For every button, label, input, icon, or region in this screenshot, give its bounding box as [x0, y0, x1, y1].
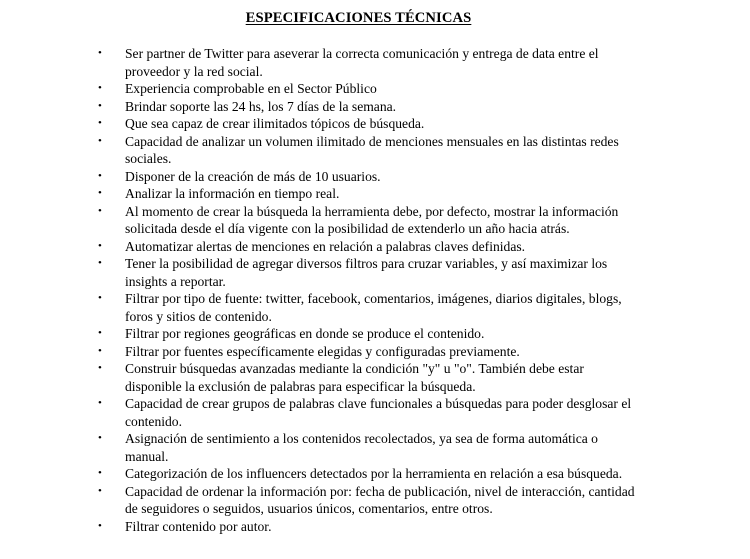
list-item — [0, 80, 640, 98]
bullet-icon: • — [98, 327, 102, 339]
list-item-text: Brindar soporte las 24 hs, los 7 días de la semana. — [125, 98, 397, 114]
list-item-text: Capacidad de crear grupos de palabras clave funcionales a búsquedas para poder desglosar el contenido. — [125, 396, 632, 429]
list-item-text: Asignación de sentimiento a los contenidos recolectados, ya sea de forma automática o manual. — [125, 431, 598, 464]
bullet-icon: • — [98, 344, 102, 357]
list-item-text: Categorización de los influencers detectados por la herramienta en relación a esa búsqueda. — [125, 466, 623, 481]
list-item — [0, 203, 640, 238]
list-item — [0, 115, 640, 133]
list-item-text: Ser partner de Twitter para aseverar la correcta comunicación y entrega de data entre el proveedor y la red social. — [125, 46, 599, 79]
bullet-icon: • — [98, 239, 102, 252]
bullet-icon: • — [98, 117, 102, 129]
list-item-text: Al momento de crear la búsqueda la herramienta debe, por defecto, mostrar la información solicitada desde el día vigente con la posibilidad de extenderlo un año hacia atrás. — [125, 203, 619, 236]
bullet-icon: • — [98, 187, 102, 199]
list-item — [0, 325, 640, 343]
list-item — [0, 430, 640, 465]
bullet-icon: • — [98, 169, 102, 182]
bullet-icon: • — [98, 432, 102, 444]
bullet-icon: • — [98, 519, 102, 532]
list-item — [0, 185, 640, 203]
list-item-text: Tener la posibilidad de agregar diversos filtros para cruzar variables, y así maximizar los insights a reportar. — [125, 256, 608, 289]
bullet-icon: • — [98, 99, 102, 112]
list-item-text: Filtrar por tipo de fuente: twitter, facebook, comentarios, imágenes, diarios digitales, blogs, foros y sitios de contenido. — [125, 291, 622, 324]
list-item-text: Disponer de la creación de más de 10 usuarios. — [125, 168, 381, 184]
list-item-text: Filtrar por fuentes específicamente elegidas y configuradas previamente. — [125, 343, 520, 359]
list-item — [0, 395, 640, 430]
document-title: ESPECIFICACIONES TÉCNICAS — [245, 10, 472, 26]
list-item — [0, 238, 640, 256]
bullet-icon: • — [98, 257, 102, 269]
list-item — [0, 290, 640, 325]
bullet-icon: • — [98, 467, 102, 479]
list-item-text: Analizar la información en tiempo real. — [125, 186, 340, 201]
list-item — [0, 255, 640, 290]
list-item — [0, 98, 640, 116]
list-item-text: Capacidad de analizar un volumen ilimitado de menciones mensuales en las distintas redes sociales. — [125, 133, 619, 166]
list-item — [0, 483, 640, 518]
bullet-icon: • — [98, 362, 102, 374]
list-item — [0, 343, 640, 361]
bullet-icon: • — [98, 397, 102, 409]
list-item-text: Capacidad de ordenar la información por: fecha de publicación, nivel de interacción, cantidad de seguidores o seguidos, usuarios únicos, comentarios, entre otros. — [125, 483, 635, 516]
list-item — [0, 518, 640, 536]
bullet-icon: • — [98, 47, 102, 59]
specifications-list — [0, 45, 640, 535]
bullet-icon: • — [98, 134, 102, 147]
list-item — [0, 465, 640, 483]
list-item-text: Construir búsquedas avanzadas mediante la condición "y" u "o". También debe estar disponible la exclusión de palabras para especificar la búsqueda. — [125, 361, 584, 394]
list-item-text: Experiencia comprobable en el Sector Público — [125, 81, 377, 96]
bullet-icon: • — [98, 82, 102, 94]
list-item-text: Filtrar por regiones geográficas en donde se produce el contenido. — [125, 326, 485, 341]
list-item — [0, 360, 640, 395]
list-item-text: Automatizar alertas de menciones en relación a palabras claves definidas. — [125, 238, 526, 254]
bullet-icon: • — [98, 484, 102, 497]
list-item-text: Filtrar contenido por autor. — [125, 518, 272, 534]
list-item — [0, 133, 640, 168]
list-item — [0, 168, 640, 186]
list-item — [0, 45, 640, 80]
list-item-text: Que sea capaz de crear ilimitados tópicos de búsqueda. — [125, 116, 425, 131]
bullet-icon: • — [98, 204, 102, 217]
bullet-icon: • — [98, 292, 102, 304]
